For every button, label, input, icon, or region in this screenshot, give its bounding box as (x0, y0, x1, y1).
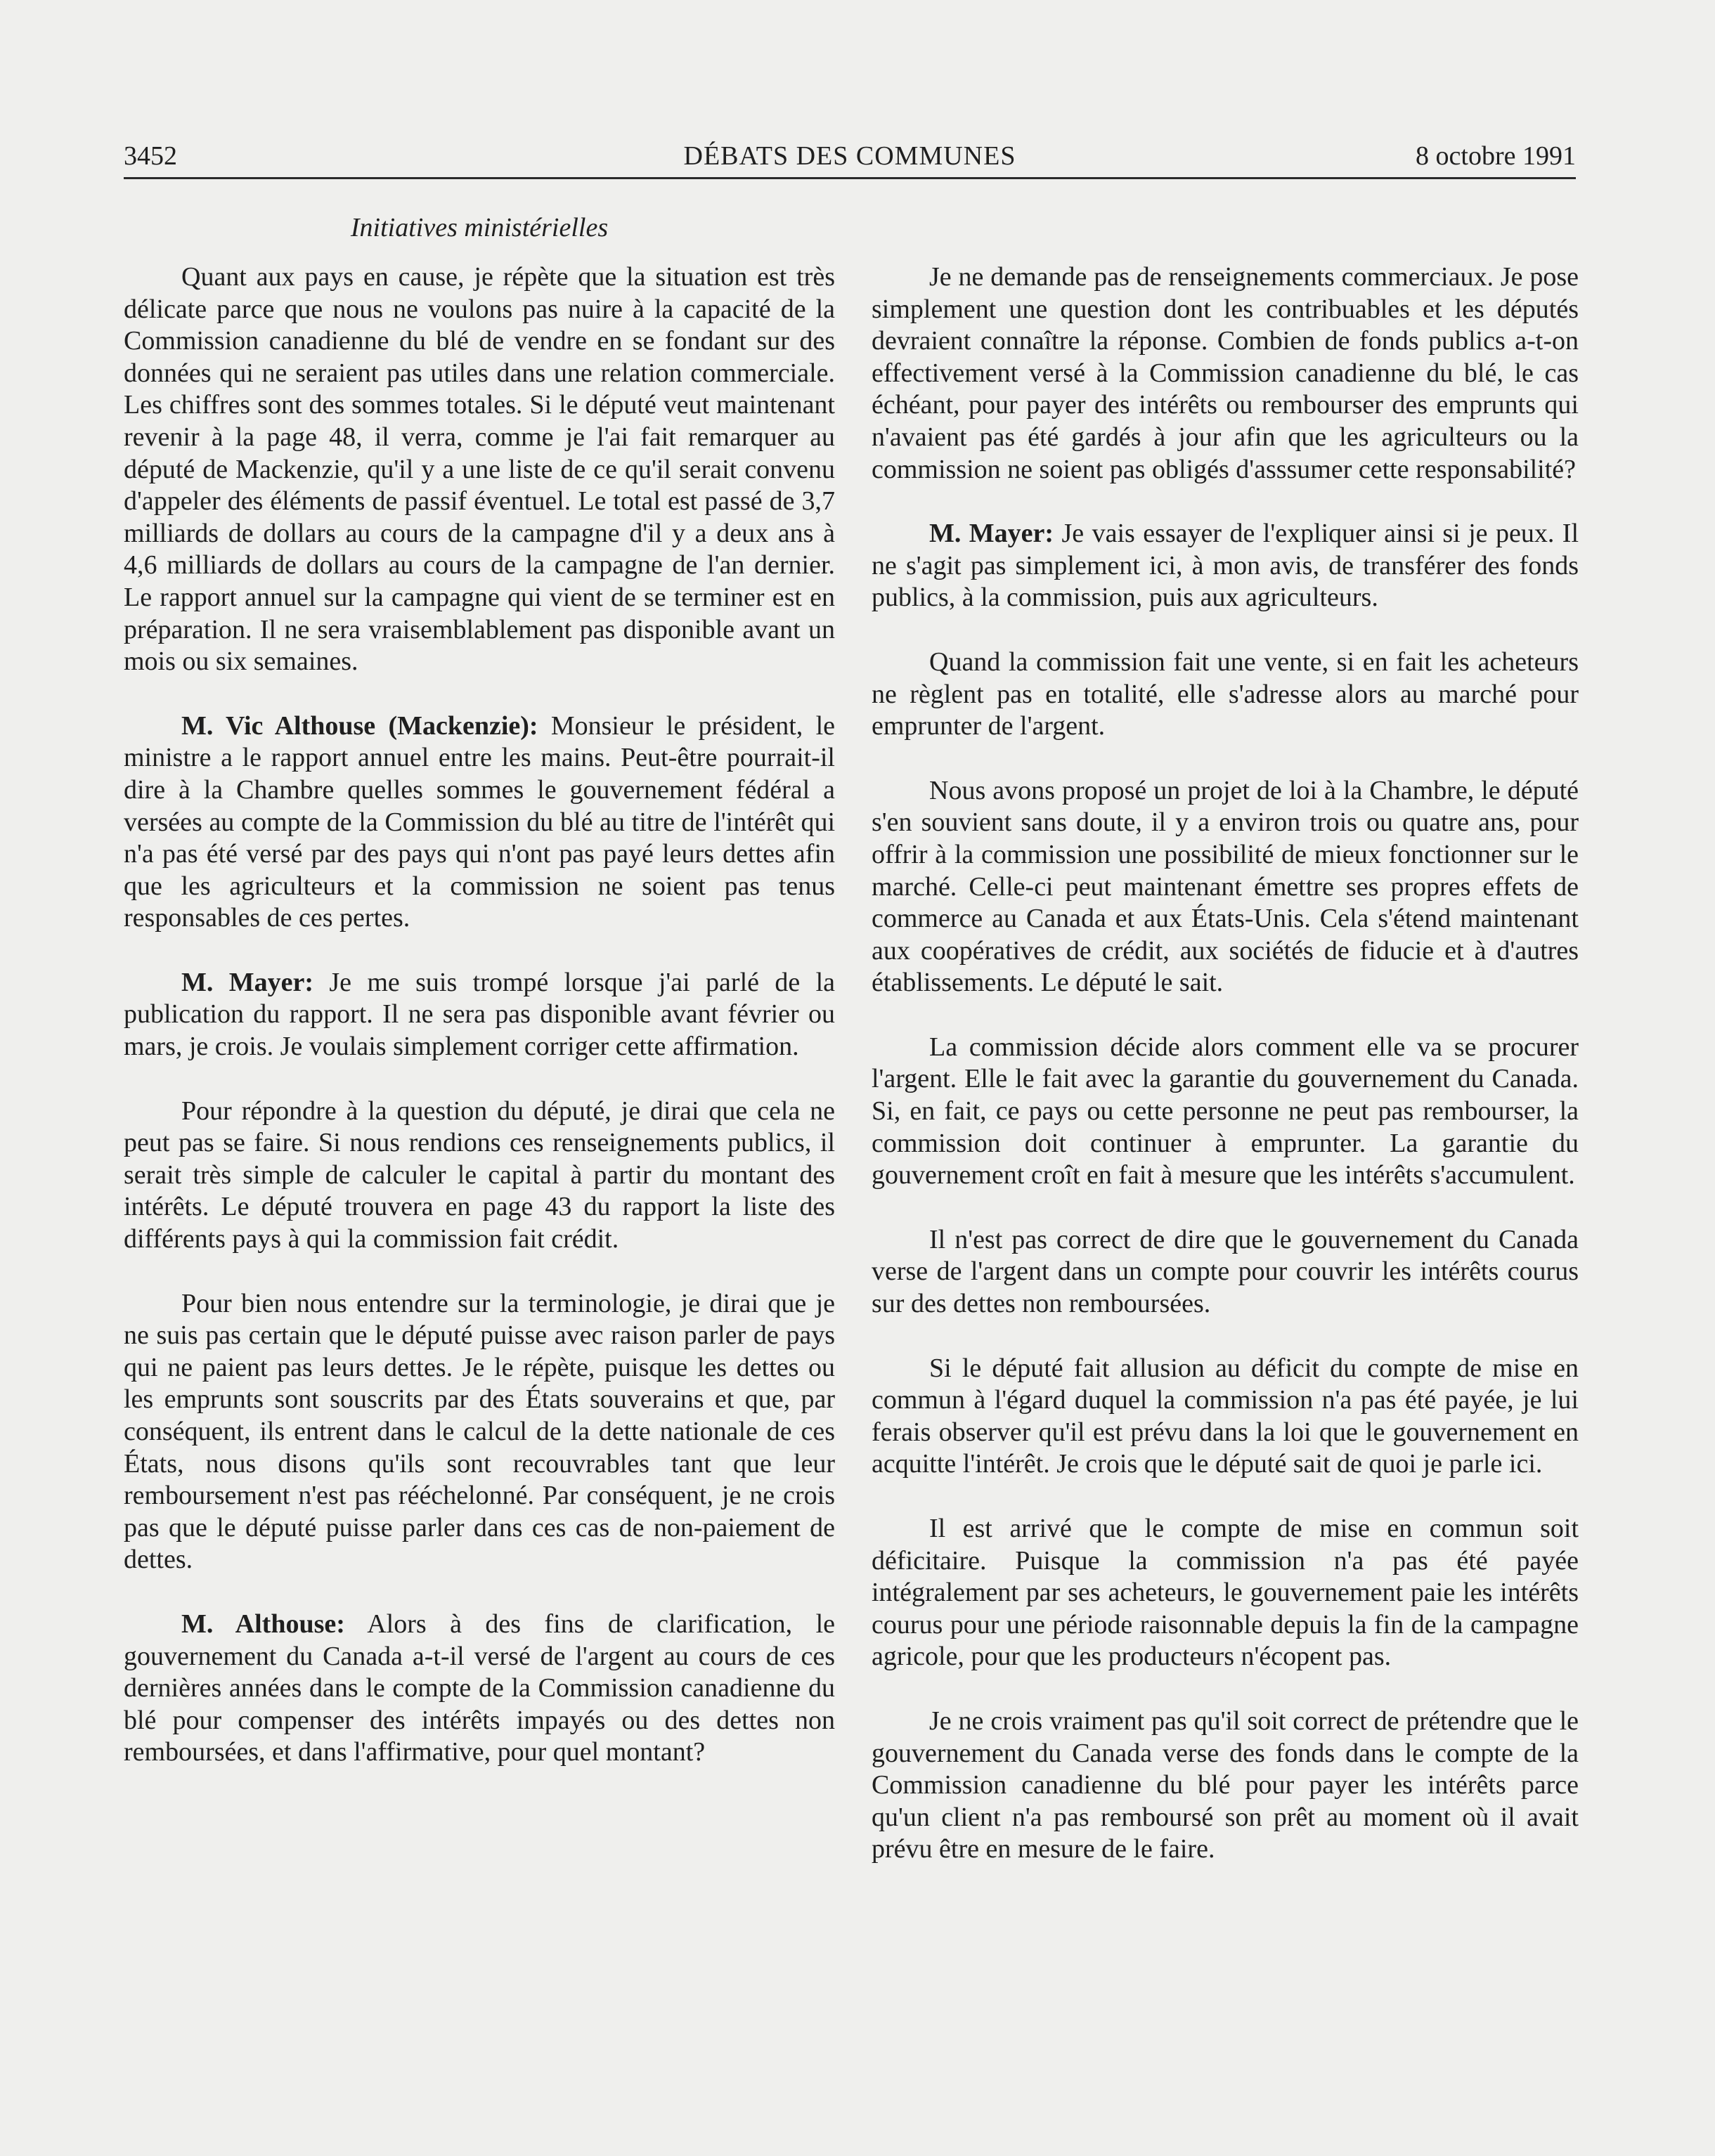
paragraph-text: Pour bien nous entendre sur la terminologie, je dirai que je ne suis pas certain que le député puisse avec raison parler de pays qui ne paient pas leurs dettes. Je le répète, puisque les dettes ou les emprunts sont souscrits par des États souverains et que, par conséquent, ils entrent dans le calcul de la dette nationale de ces États, nous disons qu'ils sont recouvrables tant que leur remboursement n'est pas rééchelonné. Par conséquent, je ne crois pas que le député puisse parler dans ces cas de non-paiement de dettes. (124, 1288, 835, 1575)
paragraph-text: La commission décide alors comment elle va se procurer l'argent. Elle le fait avec la garantie du gouvernement du Canada. Si, en fait, ce pays ou cette personne ne peut pas rembourser, la commission doit continuer à emprunter. La garantie du gouvernement croît en fait à mesure que les intérêts s'accumulent. (872, 1032, 1579, 1190)
paragraph-text: Je vais essayer de l'expliquer ainsi si je peux. Il ne s'agit pas simplement ici, à mon avis, de transférer des fonds publics, à la commission, puis aux agriculteurs. (872, 519, 1579, 613)
speaker-name: M. Vic Althouse (Mackenzie): (181, 710, 538, 741)
paragraph-text: Quand la commission fait une vente, si en fait les acheteurs ne règlent pas en totalité, elle s'adresse alors au marché pour emprunter de l'argent. (872, 647, 1579, 741)
paragraph (124, 1288, 835, 1576)
right-column (872, 261, 1579, 1866)
page-header (124, 135, 1576, 179)
paragraph-text: Je me suis trompé lorsque j'ai parlé de la publication du rapport. Il ne sera pas disponible avant février ou mars, je crois. Je voulais simplement corriger cette affirmation. (124, 967, 835, 1062)
paragraph (872, 261, 1579, 486)
paragraph-text: Je ne crois vraiment pas qu'il soit correct de prétendre que le gouvernement du Canada verse des fonds dans le compte de la Commission canadienne du blé pour payer les intérêts parce qu'un client n'a pas remboursé son prêt au moment où il avait prévu être en mesure de le faire. (872, 1706, 1579, 1864)
paragraph-text: Quant aux pays en cause, je répète que la situation est très délicate parce que nous ne voulons pas nuire à la capacité de la Commission canadienne du blé de vendre en se fondant sur des données qui ne seraient pas utiles dans une relation commerciale. Les chiffres sont des sommes totales. Si le député veut maintenant revenir à la page 48, il verra, comme je l'ai fait remarquer au député de Mackenzie, qu'il y a une liste de ce qu'il serait convenu d'appeler des éléments de passif éventuel. Le total est passé de 3,7 milliards de dollars au cours de la campagne d'il y a deux ans à 4,6 milliards de dollars au cours de la campagne de l'an dernier. Le rapport annuel sur la campagne qui vient de se terminer est en préparation. Il ne sera vraisemblablement pas disponible avant un mois ou six semaines. (124, 262, 835, 677)
speaker-name: M. Mayer: (929, 519, 1054, 549)
paragraph-text: Il est arrivé que le compte de mise en commun soit déficitaire. Puisque la commission n'a pas été payée intégralement par ses acheteurs, le gouvernement paie les intérêts courus pour une période raisonnable depuis la fin de la campagne agricole, pour que les producteurs n'écopent pas. (872, 1514, 1579, 1672)
paragraph-text: Je ne demande pas de renseignements commerciaux. Je pose simplement une question dont les contribuables et les députés devraient connaître la réponse. Combien de fonds publics a-t-on effectivement versé à la Commission canadienne du blé, le cas échéant, pour payer des intérêts ou rembourser des emprunts qui n'avaient pas été gardés à jour afin que les agriculteurs ou la commission ne soient pas obligés d'asssumer cette responsabilité? (872, 262, 1579, 484)
section-rubric: Initiatives ministérielles (350, 213, 609, 242)
left-column (124, 261, 835, 1769)
paragraph (124, 710, 835, 935)
paragraph-text: Monsieur le président, le ministre a le rapport annuel entre les mains. Peut-être pourrait-il dire à la Chambre quelles sommes le gouvernement fédéral a versées au compte de la Commission du blé au titre de l'intérêt qui n'a pas été versé par des pays qui n'ont pas payé leurs dettes afin que les agriculteurs et la commission ne soient pas tenus responsables de ces pertes. (124, 710, 835, 933)
paragraph (872, 1353, 1579, 1481)
paragraph (124, 967, 835, 1063)
paragraph-text: Il n'est pas correct de dire que le gouvernement du Canada verse de l'argent dans un compte pour couvrir les intérêts courus sur des dettes non remboursées. (872, 1224, 1579, 1319)
paragraph (872, 1706, 1579, 1866)
speaker-name: M. Althouse: (181, 1609, 345, 1639)
paragraph (124, 261, 835, 678)
publication-title: DÉBATS DES COMMUNES (683, 141, 1016, 171)
paragraph-text: Nous avons proposé un projet de loi à la Chambre, le député s'en souvient sans doute, il y a environ trois ou quatre ans, pour offrir à la commission une possibilité de mieux fonctionner sur le marché. Celle-ci peut maintenant émettre ses propres effets de commerce au Canada et aux États-Unis. Cela s'étend maintenant aux coopératives de crédit, aux sociétés de fiducie et à d'autres établissements. Le député le sait. (872, 775, 1579, 998)
publication-date: 8 octobre 1991 (1416, 141, 1576, 171)
paragraph (872, 1513, 1579, 1673)
paragraph-text: Pour répondre à la question du député, je dirai que cela ne peut pas se faire. Si nous rendions ces renseignements publics, il serait très simple de calculer le capital à partir du montant des intérêts. Le député trouvera en page 43 du rapport la liste des différents pays à qui la commission fait crédit. (124, 1096, 835, 1254)
paragraph (124, 1096, 835, 1256)
paragraph (872, 647, 1579, 743)
paragraph (872, 1224, 1579, 1320)
paragraph-text: Si le député fait allusion au déficit du compte de mise en commun à l'égard duquel la commission n'a pas été payée, je lui ferais observer qu'il est prévu dans la loi que le gouvernement en acquitte l'intérêt. Je crois que le député sait de quoi je parle ici. (872, 1353, 1579, 1479)
paragraph (872, 1032, 1579, 1192)
page-number: 3452 (124, 141, 177, 171)
paragraph (872, 775, 1579, 999)
paragraph-text: Alors à des fins de clarification, le gouvernement du Canada a-t-il versé de l'argent au cours de ces dernières années dans le compte de la Commission canadienne du blé pour compenser des intérêts impayés ou des dettes non remboursées, et dans l'affirmative, pour quel montant? (124, 1609, 835, 1767)
paragraph (124, 1609, 835, 1769)
speaker-name: M. Mayer: (181, 967, 313, 997)
paragraph (872, 518, 1579, 614)
